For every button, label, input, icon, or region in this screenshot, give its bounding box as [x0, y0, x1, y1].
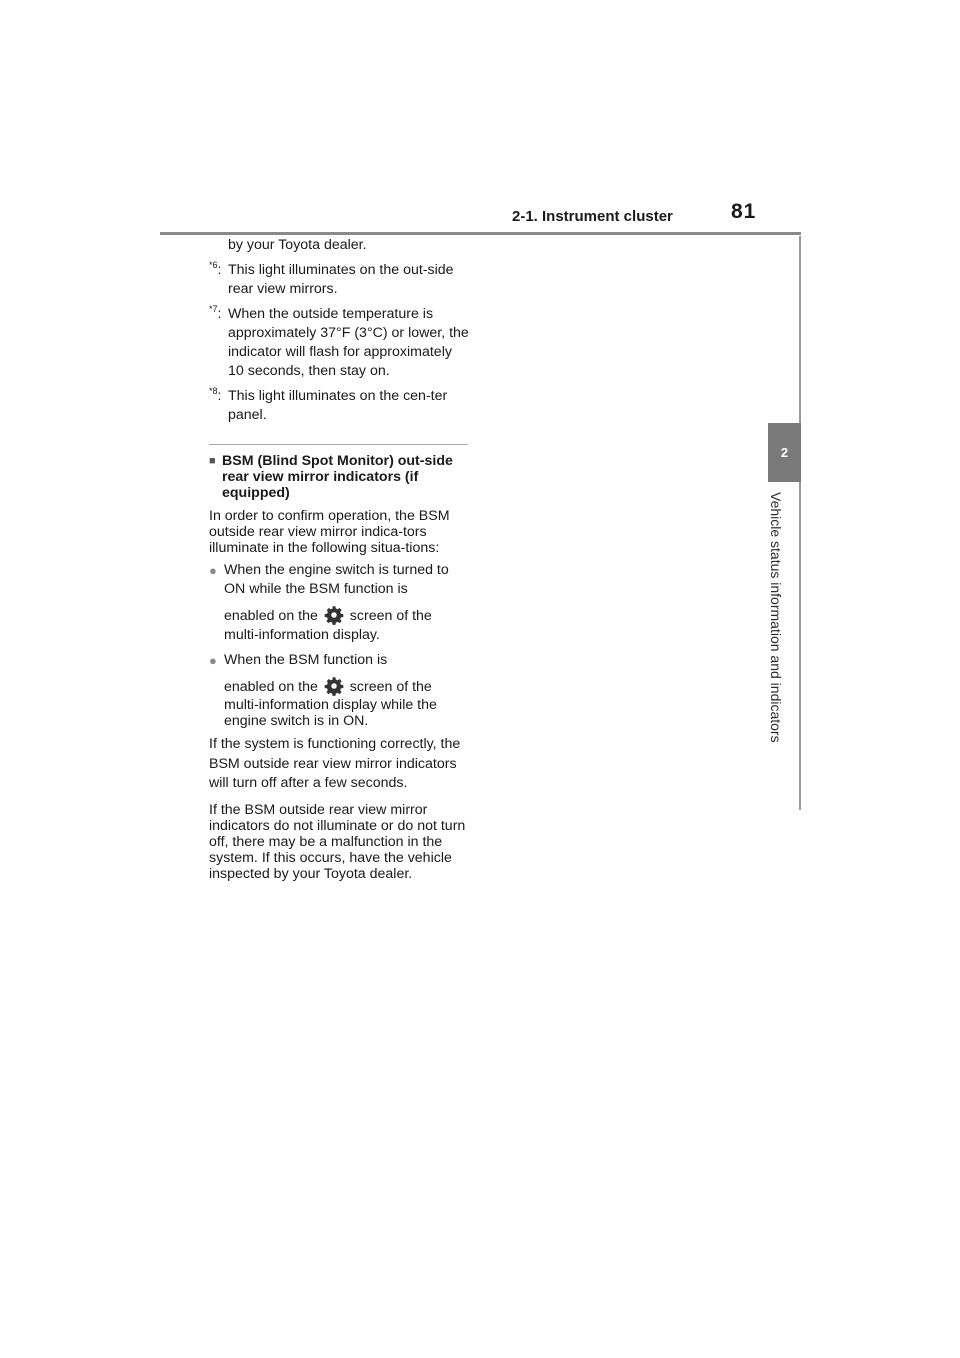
footnote-text: This light illuminates on the out-side rear view mirrors. [228, 262, 454, 297]
continuation-text: by your Toyota dealer. [228, 237, 367, 253]
bullet-line: When the BSM function is [224, 652, 388, 668]
footnote-text: This light illuminates on the cen-ter panel. [228, 388, 448, 423]
section-divider [209, 444, 468, 445]
paragraph-correct-operation: If the system is functioning correctly, the BSM outside rear view mirror indicators will turn off after a few seconds. [209, 736, 461, 791]
footnote-mark: $^{*6}$: [209, 260, 222, 278]
intro-paragraph: In order to confirm operation, the BSM outside rear view mirror indica-tors illuminate in the following situa-tions: [209, 508, 450, 556]
footnote-6 [209, 261, 471, 299]
footnote-mark: $^{*7}$: [209, 304, 222, 322]
bullet-item [209, 561, 471, 645]
chapter-title: Vehicle status information and indicators [768, 492, 784, 743]
footnote-8 [209, 387, 471, 425]
gear-icon [324, 605, 344, 625]
bullet-marker: ● [209, 653, 217, 668]
footnote-text: When the outside temperature is approximately 37°F (3°C) or lower, the indicator will flash for approximately 10 seconds, then stay on. [228, 306, 469, 379]
chapter-number: 2 [780, 445, 789, 460]
footnote-7 [209, 305, 471, 381]
bullet-line: When the engine switch is turned to ON while the BSM function is [224, 562, 449, 597]
footnote-mark: $^{*8}$: [209, 386, 222, 404]
section-heading [209, 453, 471, 501]
page-content [209, 236, 471, 887]
side-rule [799, 236, 801, 810]
bullet-line: enabled on the screen of the [224, 676, 471, 697]
bullet-line: multi-information display while the engine switch is in ON. [224, 697, 437, 729]
gear-icon [324, 676, 344, 696]
bullet-line: multi-information display. [224, 627, 380, 643]
section-heading-text: BSM (Blind Spot Monitor) out-side rear view mirror indicators (if equipped) [222, 453, 453, 501]
section-title: 2-1. Instrument cluster [512, 208, 673, 225]
header-rule [160, 232, 801, 235]
page-number: 81 [731, 200, 757, 223]
square-marker: ■ [209, 455, 216, 467]
bullet-marker: ● [209, 563, 217, 578]
bullet-item [209, 651, 471, 729]
bullet-line: enabled on the screen of the [224, 605, 471, 626]
chapter-tab [768, 423, 801, 482]
paragraph-malfunction: If the BSM outside rear view mirror indicators do not illuminate or do not turn off, there may be a malfunction in the system. If this occurs, have the vehicle inspected by your Toyota dealer. [209, 801, 466, 882]
